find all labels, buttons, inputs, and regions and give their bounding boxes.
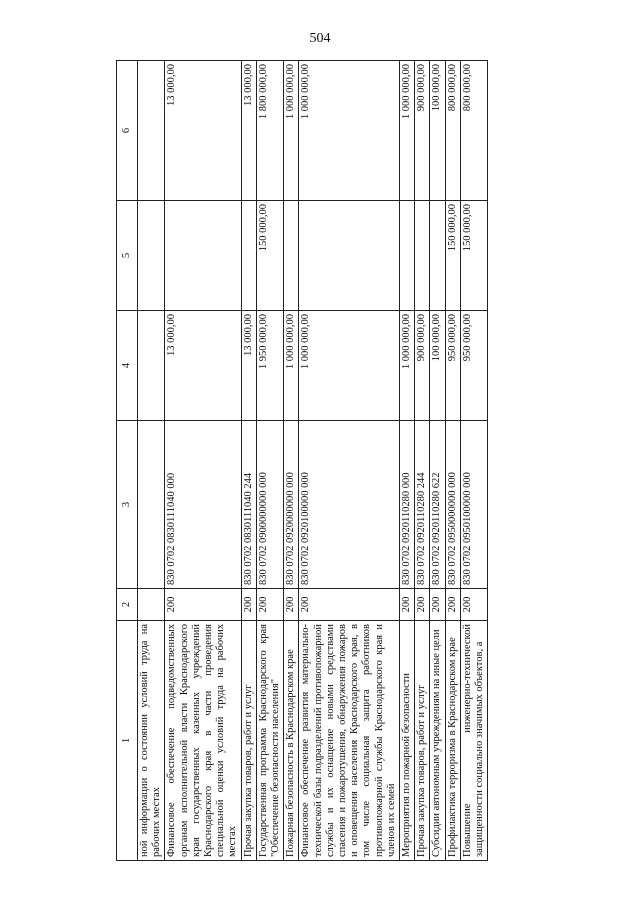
row-kvr-cell: 200 (256, 589, 283, 621)
row-kvr-cell: 200 (165, 589, 241, 621)
table-row (284, 61, 299, 861)
row-col5-cell (138, 201, 165, 311)
row-col5-cell (400, 201, 415, 311)
table-row (430, 61, 445, 861)
row-col4-cell: 13 000,00 (165, 311, 241, 421)
row-name-cell: Прочая закупка товаров, работ и услуг (241, 621, 256, 861)
page-number: 504 (309, 31, 331, 46)
row-code-cell: 830 0702 0950000000 000 (445, 421, 460, 589)
row-col6-cell: 100 000,00 (430, 61, 445, 201)
row-code-cell: 830 0702 0830111040 244 (241, 421, 256, 589)
row-col5-cell: 150 000,00 (256, 201, 283, 311)
row-name-cell: Пожарная безопасность в Краснодарском крае (284, 621, 299, 861)
rotated-table-container (116, 61, 616, 861)
row-col5-cell (299, 201, 400, 311)
row-kvr-cell (138, 589, 165, 621)
row-kvr-cell: 200 (445, 589, 460, 621)
row-name-cell: Субсидии автономным учреждениям на иные цели (430, 621, 445, 861)
row-name-cell: Повышение инженерно-технической защищенности социально значимых объектов, а (460, 621, 487, 861)
row-name-cell: Финансовое обеспечение развития материально-технической базы подразделений противопожарной службы и их оснащение новыми средствами спасения и пожаротушения, обнаружения пожаров и оповещения населения Краснодарского края, в том числе социальная защита работников противопожарной службы Краснодарского края и членов их семей (299, 621, 400, 861)
row-col6-cell: 800 000,00 (460, 61, 487, 201)
table-row (415, 61, 430, 861)
row-col5-cell: 150 000,00 (445, 201, 460, 311)
table-row (460, 61, 487, 861)
row-col5-cell (415, 201, 430, 311)
table-row (256, 61, 283, 861)
row-col5-cell: 150 000,00 (460, 201, 487, 311)
row-name-cell: Финансовое обеспечение подведомственных органам исполнительной власти Краснодарского края государственных казенных учреждений Краснодарского края в части проведения специальной оценки условий труда на рабочих местах (165, 621, 241, 861)
row-code-cell: 830 0702 0900000000 000 (256, 421, 283, 589)
table-row (299, 61, 400, 861)
row-col4-cell: 950 000,00 (460, 311, 487, 421)
row-kvr-cell: 200 (460, 589, 487, 621)
row-name-cell: Мероприятия по пожарной безопасности (400, 621, 415, 861)
row-code-cell: 830 0702 0950100000 000 (460, 421, 487, 589)
row-col4-cell: 100 000,00 (430, 311, 445, 421)
row-col6-cell: 1 000 000,00 (284, 61, 299, 201)
row-col5-cell (430, 201, 445, 311)
table-row (138, 61, 165, 861)
row-col6-cell: 800 000,00 (445, 61, 460, 201)
row-code-cell (138, 421, 165, 589)
header-cell: 5 (117, 201, 138, 311)
row-kvr-cell: 200 (284, 589, 299, 621)
row-name-cell: Государственная программа Краснодарского края "Обеспечение безопасности населения" (256, 621, 283, 861)
row-kvr-cell: 200 (430, 589, 445, 621)
row-col4-cell: 900 000,00 (415, 311, 430, 421)
table-row (165, 61, 241, 861)
row-kvr-cell: 200 (415, 589, 430, 621)
row-code-cell: 830 0702 0920110280 622 (430, 421, 445, 589)
row-col6-cell: 1 800 000,00 (256, 61, 283, 201)
row-code-cell: 830 0702 0920110280 000 (400, 421, 415, 589)
row-col6-cell: 1 000 000,00 (299, 61, 400, 201)
row-code-cell: 830 0702 0920100000 000 (299, 421, 400, 589)
row-col6-cell: 13 000,00 (241, 61, 256, 201)
row-col6-cell: 13 000,00 (165, 61, 241, 201)
header-row (117, 61, 138, 861)
row-col4-cell: 1 000 000,00 (284, 311, 299, 421)
row-col4-cell: 1 000 000,00 (299, 311, 400, 421)
row-kvr-cell: 200 (400, 589, 415, 621)
header-cell: 2 (117, 589, 138, 621)
header-cell: 4 (117, 311, 138, 421)
row-col5-cell (165, 201, 241, 311)
row-name-cell: ной информации о состоянии условий труда на рабочих местах (138, 621, 165, 861)
row-name-cell: Прочая закупка товаров, работ и услуг (415, 621, 430, 861)
row-kvr-cell: 200 (299, 589, 400, 621)
row-col5-cell (284, 201, 299, 311)
row-col5-cell (241, 201, 256, 311)
row-code-cell: 830 0702 0920110280 244 (415, 421, 430, 589)
row-col6-cell: 900 000,00 (415, 61, 430, 201)
table-row (241, 61, 256, 861)
row-code-cell: 830 0702 0920000000 000 (284, 421, 299, 589)
row-col4-cell (138, 311, 165, 421)
header-cell: 1 (117, 621, 138, 861)
budget-table (116, 60, 488, 861)
row-kvr-cell: 200 (241, 589, 256, 621)
row-code-cell: 830 0702 0830111040 000 (165, 421, 241, 589)
row-col6-cell (138, 61, 165, 201)
header-cell: 3 (117, 421, 138, 589)
row-col4-cell: 13 000,00 (241, 311, 256, 421)
table-row (400, 61, 415, 861)
table-row (445, 61, 460, 861)
row-col4-cell: 1 000 000,00 (400, 311, 415, 421)
header-cell: 6 (117, 61, 138, 201)
row-name-cell: Профилактика терроризма в Краснодарском крае (445, 621, 460, 861)
row-col4-cell: 1 950 000,00 (256, 311, 283, 421)
row-col4-cell: 950 000,00 (445, 311, 460, 421)
row-col6-cell: 1 000 000,00 (400, 61, 415, 201)
